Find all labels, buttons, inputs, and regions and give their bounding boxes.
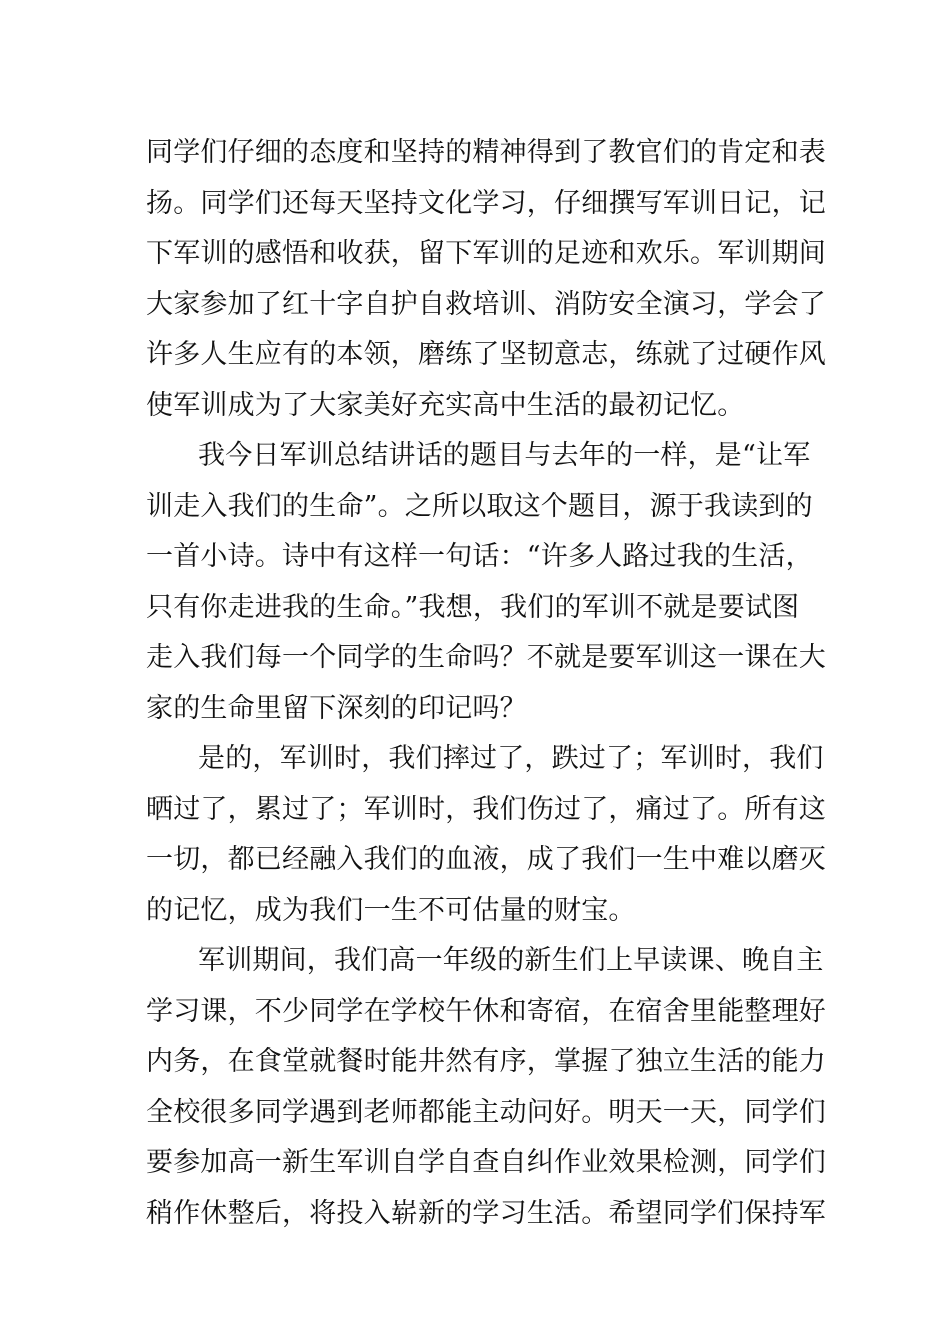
text-line: 许多人生应有的本领，磨练了坚韧意志，练就了过硬作风 [146, 339, 826, 370]
paragraph-first-line: 是的，军训时，我们摔过了，跌过了；军训时，我们 [198, 743, 824, 774]
text-line: 只有你走进我的生命。”我想，我们的军训不就是要试图 [146, 591, 800, 623]
text-line: 晒过了，累过了；军训时，我们伤过了，痛过了。所有这 [146, 793, 826, 825]
text-line: 内务，在食堂就餐时能井然有序，掌握了独立生活的能力 [146, 1046, 826, 1077]
text-line: 使军训成为了大家美好充实高中生活的最初记忆。 [146, 389, 745, 421]
text-line: 训走入我们的生命”。之所以取这个题目，源于我读到的 [146, 490, 813, 522]
text-line: 要参加高一新生军训自学自查自纠作业效果检测，同学们 [146, 1147, 826, 1178]
paragraph-first-line: 军训期间，我们高一年级的新生们上早读课、晚自主 [198, 945, 824, 976]
text-line: 学习课，不少同学在学校午休和寄宿，在宿舍里能整理好 [146, 995, 826, 1027]
document-body [146, 128, 826, 1239]
text-line: 大家参加了红十字自护自救培训、消防安全演习，学会了 [146, 288, 826, 320]
text-line: 全校很多同学遇到老师都能主动问好。明天一天，同学们 [146, 1096, 826, 1128]
text-line: 一切，都已经融入我们的血液，成了我们一生中难以磨灭 [146, 844, 826, 875]
text-line: 一首小诗。诗中有这样一句话：“许多人路过我的生活， [146, 541, 813, 572]
text-line: 同学们仔细的态度和坚持的精神得到了教官们的肯定和表 [146, 137, 826, 168]
text-line: 扬。同学们还每天坚持文化学习，仔细撰写军训日记，记 [146, 187, 826, 219]
text-line: 的记忆，成为我们一生不可估量的财宝。 [146, 894, 636, 926]
paragraph-first-line: 我今日军训总结讲话的题目与去年的一样，是“让军 [198, 440, 811, 471]
text-line: 走入我们每一个同学的生命吗？不就是要军训这一课在大 [146, 642, 826, 673]
text-line: 下军训的感悟和收获，留下军训的足迹和欢乐。军训期间 [146, 238, 826, 269]
text-line: 稍作休整后，将投入崭新的学习生活。希望同学们保持军 [146, 1197, 826, 1229]
text-line: 家的生命里留下深刻的印记吗？ [146, 692, 527, 724]
